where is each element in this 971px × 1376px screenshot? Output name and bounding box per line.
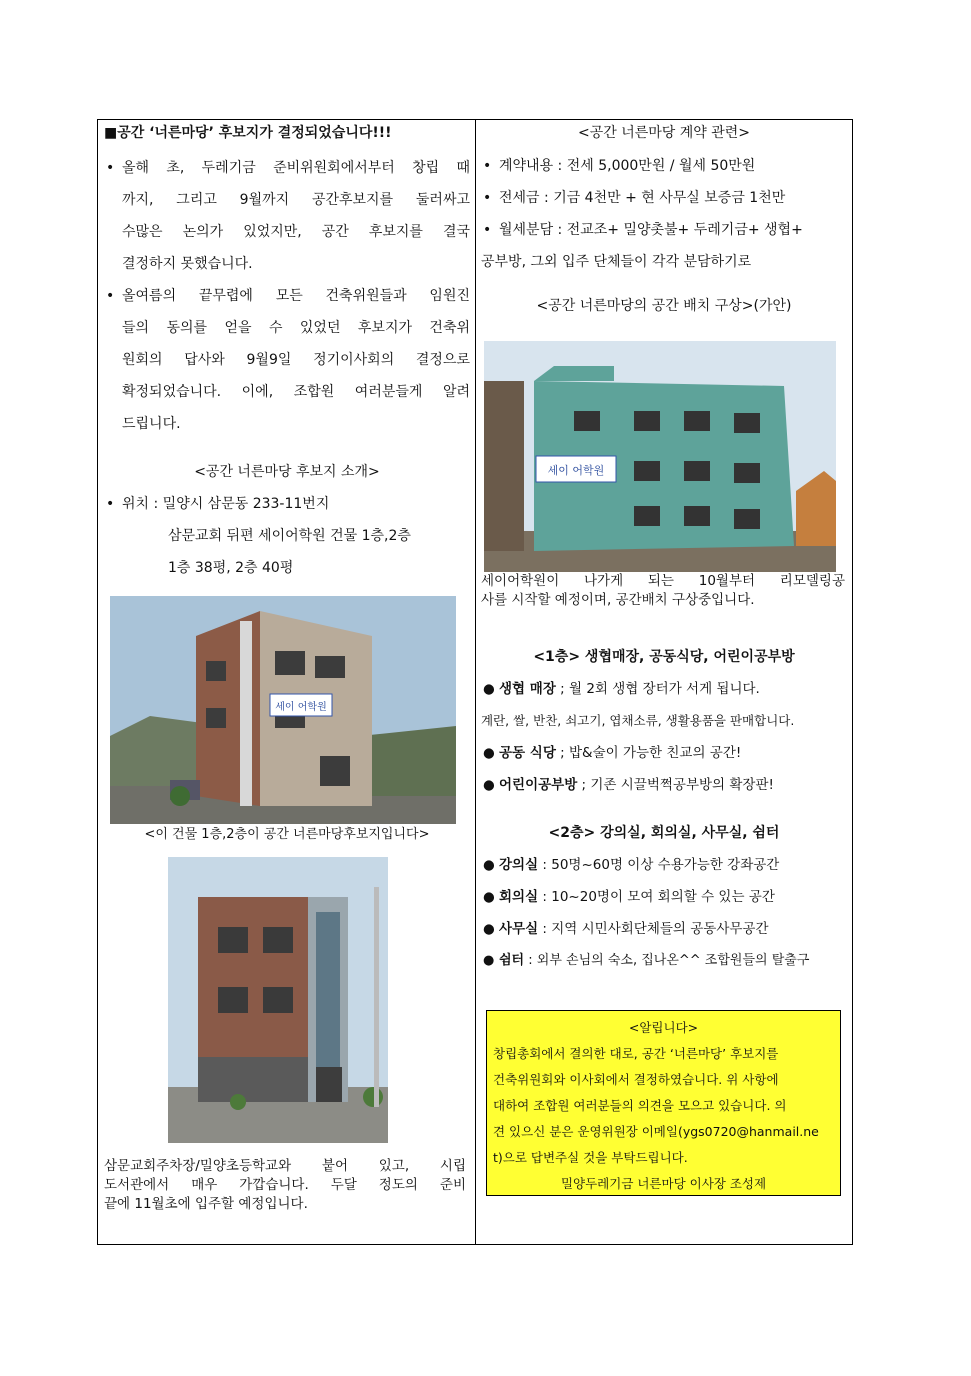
floor1-section — [481, 641, 847, 801]
floor1-item-cont: 계란, 쌀, 반찬, 쇠고기, 엽채소류, 생활용품을 판매합니다. — [481, 713, 795, 728]
paragraph-2 — [104, 280, 470, 440]
photo3-caption-line: 사를 시작할 예정이며, 공간배치 구상중입니다. — [481, 592, 755, 608]
column-divider — [475, 119, 476, 1245]
layout-title: <공간 너른마당의 공간 배치 구상>(가안) — [536, 298, 792, 314]
contract-item: • 월세분담 : 전교조+ 밀양촛불+ 두레기금+ 생협+ — [483, 222, 803, 238]
floor2-item: ● 강의실 : 50명~60명 이상 수용가능한 강좌공간 — [483, 857, 780, 873]
contract-title: <공간 너른마당 계약 관련> — [577, 125, 751, 141]
notice-line: 건축위원회와 이사회에서 결정하였습니다. 위 사항에 — [493, 1072, 779, 1087]
photo2-caption-line: 삼문교회주차장/밀양초등학교와 붙어 있고, 시립 — [104, 1158, 466, 1174]
building-photo-2 — [168, 857, 388, 1143]
right-column — [481, 122, 847, 322]
notice-line: 창립총회에서 결의한 대로, 공간 ‘너른마당’ 후보지를 — [493, 1046, 779, 1061]
contract-item: • 계약내용 : 전세 5,000만원 / 월세 50만원 — [483, 158, 756, 174]
p1-line: 결정하지 못했습니다. — [122, 256, 253, 272]
paragraph-1 — [104, 152, 470, 280]
notice-line: 대하여 조합원 여러분들의 의견을 모으고 있습니다. 의 — [493, 1098, 787, 1113]
p2-line: 확정되었습니다. 이에, 조합원 여러분들게 알려 — [122, 384, 470, 400]
contract-item-cont: 공부방, 그외 입주 단체들이 각각 분담하기로 — [481, 254, 752, 270]
floor1-item: ● 공동 식당 ; 밥&술이 가능한 친교의 공간! — [483, 745, 742, 761]
photo2-caption-line: 끝에 11월초에 입주할 예정입니다. — [104, 1196, 308, 1212]
floor1-item: ● 생협 매장 ; 월 2회 생협 장터가 서게 됩니다. — [483, 681, 760, 697]
building-photo-1 — [110, 596, 456, 824]
floor1-title: <1층> 생협매장, 공동식당, 어린이공부방 — [533, 649, 795, 665]
left-column — [104, 122, 470, 584]
photo3-caption — [481, 572, 845, 610]
p1-line: 수많은 논의가 있었지만, 공간 후보지를 결국 — [122, 224, 470, 240]
photo2-caption-line: 도서관에서 매우 가깝습니다. 두달 정도의 준비 — [104, 1177, 466, 1193]
floor1-item: ● 어린이공부방 ; 기존 시끌벅쩍공부방의 확장판! — [483, 777, 774, 793]
building-photo-3 — [484, 341, 836, 572]
location-area: 1층 38평, 2층 40평 — [168, 560, 294, 576]
floor2-title: <2층> 강의실, 회의실, 사무실, 쉼터 — [548, 825, 780, 841]
floor2-section — [481, 817, 847, 977]
location-detail: 삼문교회 뒤편 세이어학원 건물 1층,2층 — [168, 528, 411, 544]
headline: ■공간 ‘너른마당’ 후보지가 결정되었습니다!!! — [104, 125, 392, 141]
p1-line: 까지, 그리고 9월까지 공간후보지를 둘러싸고 — [122, 192, 470, 208]
notice-signature: 밀양두레기금 너른마당 이사장 조성제 — [560, 1176, 767, 1191]
floor2-item: ● 회의실 : 10~20명이 모여 회의할 수 있는 공간 — [483, 889, 775, 905]
p2-line: • 올여름의 끝무렵에 모든 건축위원들과 임원진 — [106, 288, 470, 304]
notice-line: t)으로 답변주실 것을 부탁드립니다. — [493, 1150, 688, 1165]
photo3-caption-line: 세이어학원이 나가게 되는 10월부터 리모델링공 — [481, 573, 845, 589]
floor2-item: ● 쉼터 : 외부 손님의 숙소, 집나온^^ 조합원들의 탈출구 — [483, 953, 810, 968]
photo2-caption — [104, 1157, 466, 1214]
intro-title: <공간 너른마당 후보지 소개> — [194, 464, 380, 480]
notice-line: 견 있으신 분은 운영위원장 이메일(ygs0720@hanmail.ne — [493, 1124, 819, 1139]
location-line: • 위치 : 밀양시 삼문동 233-11번지 — [106, 496, 330, 512]
contract-list — [481, 150, 847, 278]
p2-line: 들의 동의를 얻을 수 있었던 후보지가 건축위 — [122, 320, 470, 336]
photo1-sign: 세이 어학원 — [275, 702, 327, 713]
notice-box — [486, 1010, 841, 1196]
p2-line: 드립니다. — [122, 416, 181, 432]
floor2-item: ● 사무실 : 지역 시민사회단체들의 공동사무공간 — [483, 921, 769, 937]
contract-item: • 전세금 : 기금 4천만 + 현 사무실 보증금 1천만 — [483, 190, 786, 206]
photo3-sign: 세이 어학원 — [547, 464, 605, 477]
p1-line: • 올해 초, 두레기금 준비위원회에서부터 창립 때 — [106, 160, 470, 176]
photo1-caption: <이 건물 1층,2층이 공간 너른마당후보지입니다> — [144, 827, 430, 842]
p2-line: 원회의 답사와 9월9일 정기이사회의 결정으로 — [122, 352, 470, 368]
notice-title: <알립니다> — [628, 1020, 699, 1035]
